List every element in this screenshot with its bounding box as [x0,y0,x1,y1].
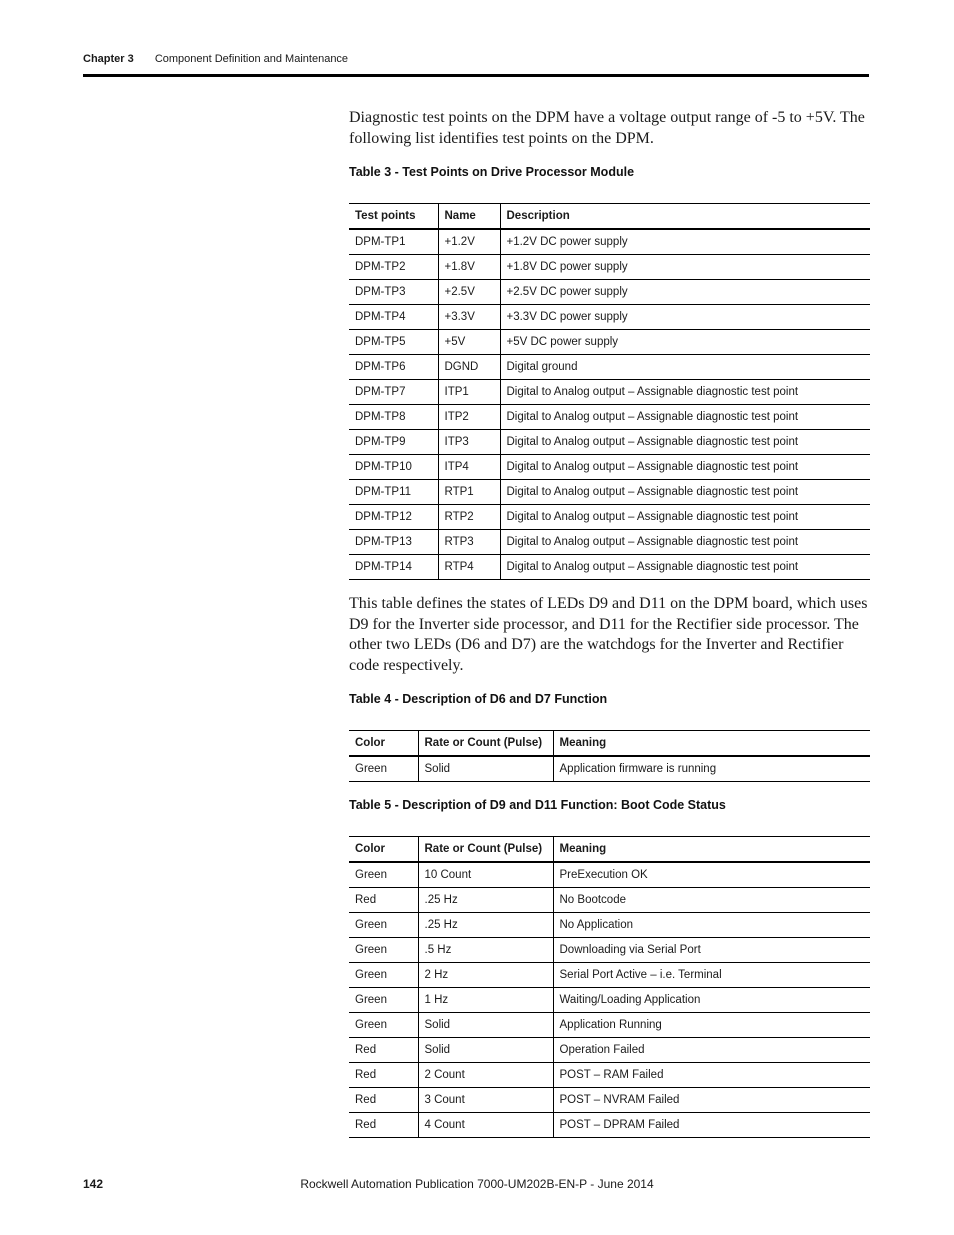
table-cell: 4 Count [418,1113,553,1138]
page-number: 142 [83,1177,104,1191]
table-cell: Digital to Analog output – Assignable diagnostic test point [500,430,870,455]
table-cell: Waiting/Loading Application [553,988,870,1013]
column-header: Name [438,204,500,230]
table-cell: DPM-TP8 [349,405,438,430]
table-cell: Operation Failed [553,1038,870,1063]
table-cell: .25 Hz [418,913,553,938]
table-cell: Green [349,756,418,782]
table-row [349,862,870,888]
table-cell: No Application [553,913,870,938]
table4-caption: Table 4 - Description of D6 and D7 Function [349,692,608,706]
table-row [349,1013,870,1038]
table-cell: Red [349,1088,418,1113]
table-row [349,380,870,405]
table-cell: Digital to Analog output – Assignable diagnostic test point [500,480,870,505]
table-row [349,330,870,355]
table-cell: RTP4 [438,555,500,580]
intro-paragraph: Diagnostic test points on the DPM have a voltage output range of -5 to +5V. The following list identifies test points on the DPM. [349,109,865,147]
led-paragraph: This table defines the states of LEDs D9 and D11 on the DPM board, which uses D9 for the Inverter side processor, and D11 for the Rectifier side processor. The other two LEDs (D6 and D7) are the watchdogs for the Inverter and Rectifier code respectively. [349,595,868,674]
table-cell: DPM-TP10 [349,455,438,480]
boot-code-status-table [349,836,870,1138]
table5-caption: Table 5 - Description of D9 and D11 Function: Boot Code Status [349,798,726,812]
table-cell: RTP2 [438,505,500,530]
table-cell: +2.5V DC power supply [500,280,870,305]
table-cell: Digital to Analog output – Assignable diagnostic test point [500,505,870,530]
table-cell: Red [349,888,418,913]
table-cell: ITP3 [438,430,500,455]
table-row [349,405,870,430]
table3-caption: Table 3 - Test Points on Drive Processor Module [349,165,635,179]
table-row [349,355,870,380]
table-cell: 10 Count [418,862,553,888]
table-row [349,430,870,455]
table-row [349,913,870,938]
table-cell: POST – NVRAM Failed [553,1088,870,1113]
table-cell: DPM-TP2 [349,255,438,280]
table-header-row [349,837,870,863]
table-cell: Downloading via Serial Port [553,938,870,963]
table-cell: DPM-TP9 [349,430,438,455]
table-cell: DPM-TP13 [349,530,438,555]
column-header: Meaning [553,731,870,757]
table-cell: +3.3V [438,305,500,330]
table-cell: POST – DPRAM Failed [553,1113,870,1138]
column-header: Rate or Count (Pulse) [418,837,553,863]
table-cell: Green [349,938,418,963]
publication-info: Rockwell Automation Publication 7000-UM202B-EN-P - June 2014 [300,1177,654,1191]
table-cell: Green [349,862,418,888]
header-rule [83,74,869,77]
table-row [349,756,870,782]
test-points-table [349,203,870,580]
table-row [349,480,870,505]
column-header: Meaning [553,837,870,863]
table-cell: PreExecution OK [553,862,870,888]
table-row [349,305,870,330]
column-header: Color [349,731,418,757]
table-cell: Red [349,1113,418,1138]
table-cell: Digital to Analog output – Assignable diagnostic test point [500,380,870,405]
table-cell: RTP3 [438,530,500,555]
column-header: Description [500,204,870,230]
table-row [349,530,870,555]
table-cell: DPM-TP12 [349,505,438,530]
table-cell: Digital to Analog output – Assignable diagnostic test point [500,455,870,480]
table-cell: +5V DC power supply [500,330,870,355]
table-cell: Serial Port Active – i.e. Terminal [553,963,870,988]
table-cell: +1.2V [438,229,500,255]
table-cell: DPM-TP6 [349,355,438,380]
table-row [349,455,870,480]
table-cell: Application firmware is running [553,756,870,782]
table-cell: DPM-TP1 [349,229,438,255]
column-header: Rate or Count (Pulse) [418,731,553,757]
table-cell: .25 Hz [418,888,553,913]
table-row [349,963,870,988]
table-cell: RTP1 [438,480,500,505]
table-row [349,255,870,280]
table-cell: 2 Count [418,1063,553,1088]
table-cell: +1.8V [438,255,500,280]
table-cell: Red [349,1063,418,1088]
table-cell: Green [349,913,418,938]
table-row [349,505,870,530]
chapter-title: Component Definition and Maintenance [154,53,349,65]
table-cell: POST – RAM Failed [553,1063,870,1088]
table-cell: +3.3V DC power supply [500,305,870,330]
table-cell: DGND [438,355,500,380]
table-cell: 2 Hz [418,963,553,988]
table-row [349,555,870,580]
column-header: Color [349,837,418,863]
table-cell: Green [349,1013,418,1038]
table-cell: No Bootcode [553,888,870,913]
table-row [349,888,870,913]
table-cell: DPM-TP5 [349,330,438,355]
table-cell: ITP4 [438,455,500,480]
table-cell: +5V [438,330,500,355]
table-cell: +2.5V [438,280,500,305]
table-cell: +1.8V DC power supply [500,255,870,280]
table-row [349,938,870,963]
table-cell: ITP2 [438,405,500,430]
table-cell: Digital ground [500,355,870,380]
table-cell: +1.2V DC power supply [500,229,870,255]
column-header: Test points [349,204,438,230]
table-cell: Digital to Analog output – Assignable diagnostic test point [500,555,870,580]
table-cell: 3 Count [418,1088,553,1113]
table-row [349,1113,870,1138]
table-cell: 1 Hz [418,988,553,1013]
table-cell: Application Running [553,1013,870,1038]
table-cell: Green [349,963,418,988]
table-cell: DPM-TP11 [349,480,438,505]
table-cell: Solid [418,1013,553,1038]
table-header-row [349,204,870,230]
table-cell: Green [349,988,418,1013]
table-cell: Red [349,1038,418,1063]
table-cell: Digital to Analog output – Assignable diagnostic test point [500,405,870,430]
table-header-row [349,731,870,757]
table-cell: DPM-TP4 [349,305,438,330]
table-cell: ITP1 [438,380,500,405]
table-row [349,1038,870,1063]
chapter-label: Chapter 3 [83,53,134,65]
d6-d7-function-table [349,730,870,782]
table-cell: DPM-TP3 [349,280,438,305]
table-cell: .5 Hz [418,938,553,963]
table-row [349,988,870,1013]
table-row [349,229,870,255]
table-cell: Solid [418,1038,553,1063]
table-cell: Solid [418,756,553,782]
table-row [349,1063,870,1088]
table-cell: DPM-TP14 [349,555,438,580]
running-header [83,53,348,65]
table-cell: Digital to Analog output – Assignable diagnostic test point [500,530,870,555]
table-row [349,1088,870,1113]
table-row [349,280,870,305]
table-cell: DPM-TP7 [349,380,438,405]
